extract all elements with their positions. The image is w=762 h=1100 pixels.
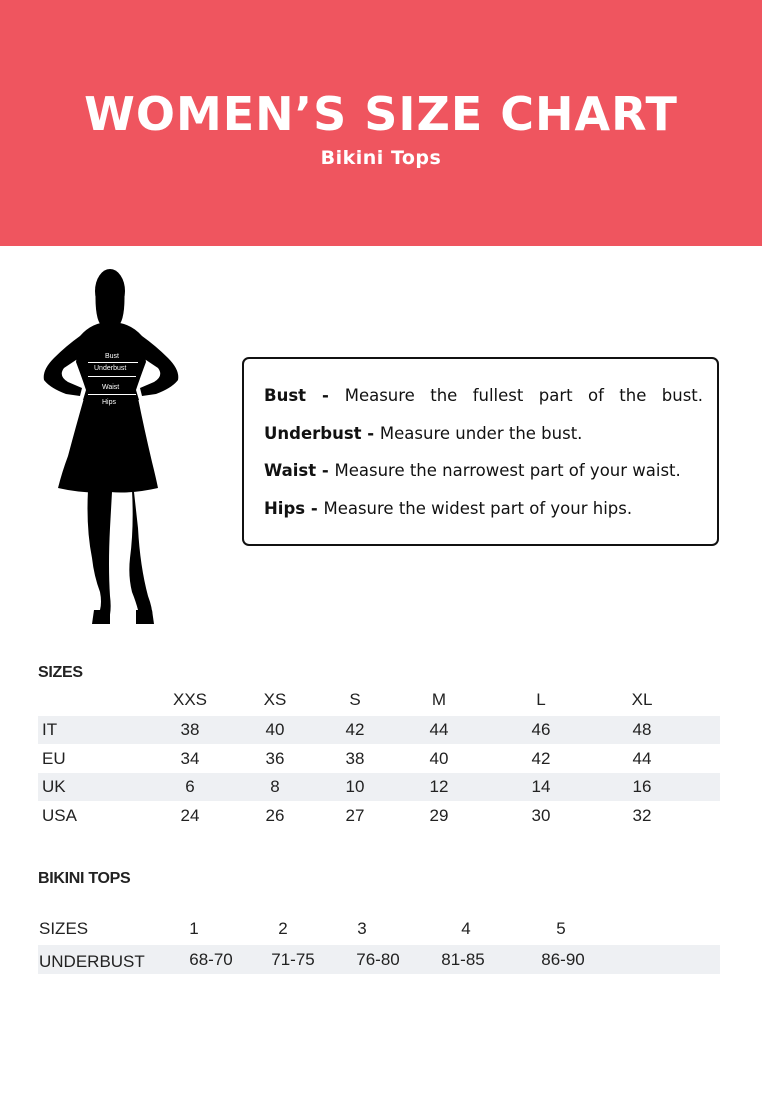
table-cell: 24 [180, 806, 200, 825]
legend-term: Underbust [264, 424, 362, 443]
table-cell: 4 [461, 919, 471, 938]
column-header: M [431, 690, 447, 709]
silhouette-drawing [36, 266, 186, 628]
row-label: SIZES [39, 919, 89, 938]
figure-label-waist: Waist [102, 384, 120, 391]
figure-line-bust [88, 362, 138, 363]
header-banner [0, 0, 762, 246]
row-label: IT [42, 720, 58, 739]
table-cell: 10 [345, 777, 365, 796]
table-cell: 32 [632, 806, 652, 825]
legend-text: Measure under the bust. [379, 424, 583, 443]
table-cell: 42 [531, 749, 551, 768]
table-cell: 40 [265, 720, 285, 739]
legend-text: Measure the narrowest part of your waist. [334, 461, 681, 480]
legend-text: Measure the widest part of your hips. [323, 499, 633, 518]
table-cell: 48 [632, 720, 652, 739]
row-label: USA [42, 806, 77, 825]
table-row-band [38, 716, 720, 744]
table-cell: 12 [429, 777, 449, 796]
table-cell: 44 [429, 720, 449, 739]
legend-separator: - [305, 499, 324, 518]
column-header: S [349, 690, 361, 709]
page-subtitle: Bikini Tops [320, 147, 442, 169]
legend-term: Waist [264, 461, 317, 480]
legend-term: Bust [264, 386, 307, 405]
column-header: XS [263, 690, 287, 709]
figure-label-hips: Hips [102, 399, 117, 406]
legend-text: Measure the fullest part of the bust. [344, 386, 704, 405]
column-header: XL [631, 690, 653, 709]
legend-item-hips [264, 498, 703, 520]
legend-item-underbust [264, 423, 703, 445]
legend-item-bust [264, 385, 703, 407]
table-cell: 1 [189, 919, 199, 938]
table-cell: 86-90 [541, 950, 585, 969]
woman-silhouette-icon [36, 266, 186, 628]
table-cell: 71-75 [271, 950, 315, 969]
table-cell: 27 [345, 806, 365, 825]
figure-label-bust: Bust [105, 353, 120, 360]
measurement-legend [242, 357, 719, 546]
table-cell: 42 [345, 720, 365, 739]
row-label: UK [42, 777, 66, 796]
legend-separator: - [361, 424, 380, 443]
table-cell: 26 [265, 806, 285, 825]
table-cell: 68-70 [189, 950, 233, 969]
table-cell: 29 [429, 806, 449, 825]
table-cell: 5 [556, 919, 566, 938]
table-cell: 46 [531, 720, 551, 739]
column-header: XXS [172, 690, 208, 709]
sizes-table-title: SIZES [38, 664, 83, 681]
table-cell: 3 [357, 919, 367, 938]
table-cell: 8 [270, 777, 280, 796]
table-cell: 40 [429, 749, 449, 768]
table-cell: 36 [265, 749, 285, 768]
page-title: WOMEN’S SIZE CHART [84, 87, 678, 141]
row-label: UNDERBUST [39, 952, 145, 971]
table-cell: 81-85 [441, 950, 485, 969]
table-cell: 6 [185, 777, 195, 796]
column-header: L [536, 690, 546, 709]
table-row-band [38, 773, 720, 801]
table-cell: 16 [632, 777, 652, 796]
table-cell: 44 [632, 749, 652, 768]
table-cell: 14 [531, 777, 551, 796]
table-cell: 34 [180, 749, 200, 768]
table-cell: 2 [278, 919, 288, 938]
legend-item-waist [264, 460, 703, 482]
figure-line-underbust [88, 376, 136, 377]
legend-separator: - [306, 386, 345, 405]
legend-separator: - [316, 461, 335, 480]
table-cell: 30 [531, 806, 551, 825]
figure-line-waist [88, 394, 136, 395]
legend-term: Hips [264, 499, 306, 518]
table-cell: 38 [180, 720, 200, 739]
bikini-table-title: BIKINI TOPS [38, 870, 131, 887]
row-label: EU [42, 749, 66, 768]
figure-label-underbust: Underbust [94, 365, 127, 372]
table-cell: 76-80 [356, 950, 400, 969]
table-cell: 38 [345, 749, 365, 768]
